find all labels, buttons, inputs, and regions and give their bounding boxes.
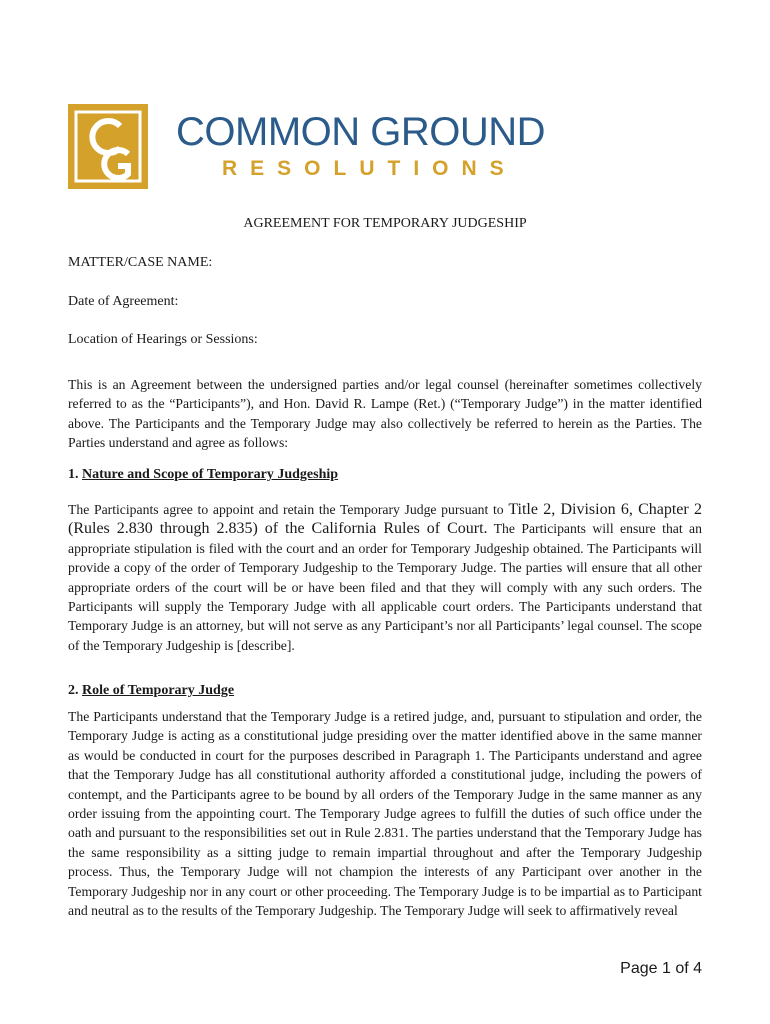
- section-1-text-b: The Participants will ensure that an appropriate stipulation is filed with the court and an order for Temporary Judgeship obtained. The Participants will provide a copy of the order of Temporary Judgeship to the Temporary Judge. The parties will ensure that all other appropriate orders of the court will be or have been filed and that they will comply with any such orders. The Participants will supply the Temporary Judge with all applicable court orders. The Participants understand that Temporary Judge is an attorney, but will not serve as any Participant’s nor all Participants’ legal counsel. The scope of the Temporary Judgeship is [describe].: [68, 521, 702, 653]
- section-2-title: Role of Temporary Judge: [82, 683, 235, 698]
- date-of-agreement-label: Date of Agreement:: [68, 294, 179, 309]
- matter-case-name-label: MATTER/CASE NAME:: [68, 255, 213, 270]
- section-1-text-a: The Participants agree to appoint and retain the Temporary Judge pursuant to: [68, 502, 504, 517]
- section-2-paragraph: The Participants understand that the Temporary Judge is a retired judge, and, pursuant to stipulation and order, the Temporary Judge is acting as a constitutional judge presiding over the matter identified above in the same manner as would be conducted in court for the purposes described in Paragraph 1. The Participants understand and agree that the Temporary Judge has all constitutional authority afforded a constitutional judge, including the powers of contempt, and the Participants agree to be bound by all orders of the Temporary Judge in the same manner as any order issuing from the appointing court. The Temporary Judge agrees to fulfill the duties of such office under the oath and pursuant to the responsibilities set out in Rule 2.831. The parties understand that the Temporary Judge has the same responsibility as a sitting judge to remain impartial throughout and after the Temporary Judgeship process. Thus, the Temporary Judge will not champion the interests of any Participant over another in the Temporary Judgeship nor in any court or other proceeding. The Temporary Judge is to be impartial as to Participant and neutral as to the results of the Temporary Judgeship. The Temporary Judge will seek to affirmatively reveal: [68, 709, 702, 919]
- page-number: Page 1 of 4: [620, 960, 702, 977]
- document-title: AGREEMENT FOR TEMPORARY JUDGESHIP: [243, 216, 527, 231]
- section-1-paragraph: [68, 500, 702, 655]
- section-2-number: 2.: [68, 683, 79, 698]
- company-logo: [68, 104, 668, 194]
- section-1-citation: Title 2, Division 6, Chapter 2 (Rules 2.830 through 2.835) of the California Rules of Court.: [68, 501, 702, 538]
- section-1-number: 1.: [68, 467, 79, 482]
- section-1-title: Nature and Scope of Temporary Judgeship: [82, 467, 339, 482]
- section-1-heading: [68, 465, 338, 485]
- brand-subtitle: RESOLUTIONS: [222, 157, 517, 180]
- cg-monogram-logo-icon: [68, 104, 148, 189]
- location-label: Location of Hearings or Sessions:: [68, 332, 258, 347]
- intro-paragraph: This is an Agreement between the undersigned parties and/or legal counsel (hereinafter sometimes collectively referred to as the “Participants”), and Hon. David R. Lampe (Ret.) (“Temporary Judge”) in the matter identified above. The Participants and the Temporary Judge may also collectively be referred to herein as the Parties. The Parties understand and agree as follows:: [68, 377, 702, 451]
- brand-name: COMMON GROUND: [176, 110, 546, 154]
- section-2-heading: [68, 681, 234, 701]
